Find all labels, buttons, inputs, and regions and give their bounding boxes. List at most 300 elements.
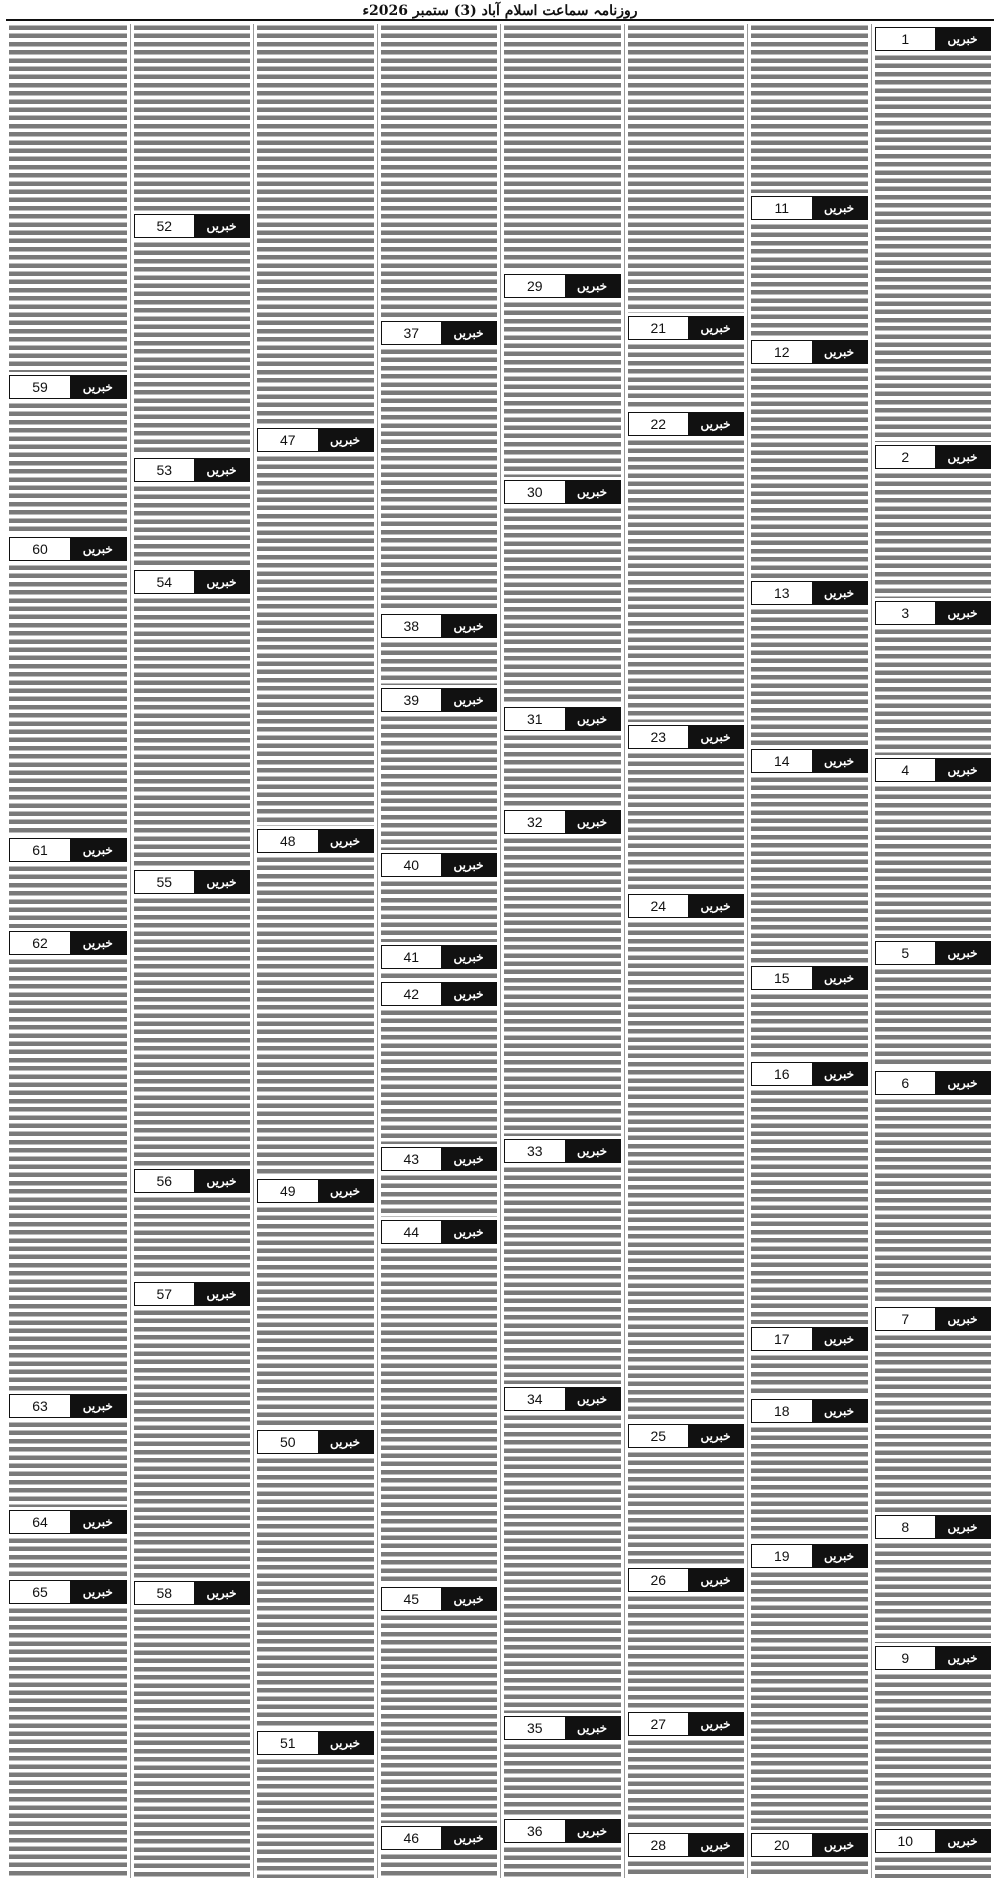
news-item-body (381, 715, 498, 850)
news-item-header (9, 931, 127, 955)
news-item-label: خبریں (935, 942, 990, 964)
news-item-number: 18 (752, 1400, 812, 1422)
news-item-body (751, 1571, 868, 1830)
news-item-header (628, 1424, 745, 1448)
news-item-label: خبریں (565, 275, 620, 297)
news-item (134, 24, 251, 211)
news-item-header (134, 214, 251, 238)
news-item-number: 41 (382, 946, 442, 968)
news-item-header (381, 321, 498, 345)
news-item (875, 1304, 992, 1513)
news-column (624, 24, 748, 1878)
news-item-header (628, 412, 745, 436)
news-item-number: 33 (505, 1140, 565, 1162)
news-item-body (381, 348, 498, 612)
news-item-number: 42 (382, 983, 442, 1005)
news-item-number: 20 (752, 1834, 812, 1856)
news-item-number: 16 (752, 1063, 812, 1085)
news-item (751, 746, 868, 963)
news-column (130, 24, 254, 1878)
news-item-header (751, 749, 868, 773)
news-item-label: خبریں (318, 830, 373, 852)
news-item-number: 38 (382, 615, 442, 637)
news-item-label: خبریں (194, 459, 249, 481)
news-item-body (9, 24, 127, 372)
news-item-label: خبریں (812, 1063, 867, 1085)
news-item-header (628, 1568, 745, 1592)
news-item-header (751, 966, 868, 990)
news-item-body (751, 1860, 868, 1878)
news-item-body (504, 1846, 621, 1878)
news-item-header (875, 758, 992, 782)
news-item (381, 24, 498, 318)
news-item-number: 12 (752, 341, 812, 363)
news-item-header (134, 1282, 251, 1306)
news-item-number: 53 (135, 459, 195, 481)
news-item-header (257, 428, 374, 452)
news-item-label: خبریں (688, 895, 743, 917)
masthead-rule (6, 19, 994, 21)
news-item-header (875, 1515, 992, 1539)
news-item-label: خبریں (194, 871, 249, 893)
news-item-header (257, 1430, 374, 1454)
news-item-body (9, 865, 127, 928)
news-item-label: خبریں (565, 481, 620, 503)
news-item (875, 1068, 992, 1303)
news-item-header (751, 1062, 868, 1086)
news-item-label: خبریں (688, 317, 743, 339)
news-item-label: خبریں (935, 759, 990, 781)
news-item-body (9, 958, 127, 1392)
news-item-label: خبریں (318, 1431, 373, 1453)
news-item-number: 57 (135, 1283, 195, 1305)
news-item (9, 1577, 127, 1878)
news-item-label: خبریں (935, 602, 990, 624)
news-item-label: خبریں (441, 1221, 496, 1243)
news-item-body (9, 1421, 127, 1507)
news-item-header (9, 838, 127, 862)
news-item (628, 24, 745, 313)
news-item-body (134, 485, 251, 567)
news-item-header (628, 725, 745, 749)
news-item (875, 755, 992, 938)
news-item-body (875, 1673, 992, 1826)
news-item-label: خبریں (688, 1834, 743, 1856)
news-item (9, 1507, 127, 1577)
news-item-body (628, 439, 745, 722)
news-item-label: خبریں (70, 1581, 125, 1603)
news-item (751, 337, 868, 578)
news-item (875, 24, 992, 442)
news-item (381, 318, 498, 612)
news-item-header (381, 1587, 498, 1611)
news-item-number: 37 (382, 322, 442, 344)
news-item (257, 425, 374, 826)
news-item-body (134, 1608, 251, 1878)
news-item-number: 24 (629, 895, 689, 917)
news-item-header (134, 570, 251, 594)
news-item-number: 5 (876, 942, 936, 964)
news-item-number: 62 (10, 932, 70, 954)
news-item-header (381, 614, 498, 638)
news-item-header (751, 196, 868, 220)
news-item-number: 64 (10, 1511, 70, 1533)
news-item-body (134, 897, 251, 1167)
news-item-number: 35 (505, 1717, 565, 1739)
news-item-body (257, 1758, 374, 1878)
news-item (257, 1728, 374, 1878)
news-item-label: خبریں (441, 689, 496, 711)
news-item-label: خبریں (812, 1545, 867, 1567)
masthead-title: روزنامہ سماعت اسلام آباد (3) ستمبر 2026ء (362, 3, 638, 19)
news-item-label: خبریں (812, 582, 867, 604)
news-item-body (504, 734, 621, 807)
news-item-header (628, 1712, 745, 1736)
news-item-body (9, 402, 127, 534)
news-item-body (381, 641, 498, 684)
news-item-header (751, 340, 868, 364)
news-item-header (628, 1833, 745, 1857)
news-item-body (381, 1174, 498, 1217)
news-item-number: 39 (382, 689, 442, 711)
news-item-label: خبریں (935, 446, 990, 468)
news-item (134, 867, 251, 1167)
news-item-header (751, 1544, 868, 1568)
news-item-number: 52 (135, 215, 195, 237)
news-item-header (628, 894, 745, 918)
news-item-label: خبریں (70, 538, 125, 560)
news-item (504, 1713, 621, 1816)
news-item (628, 313, 745, 409)
news-item-number: 59 (10, 376, 70, 398)
news-item-label: خبریں (318, 1732, 373, 1754)
news-item (504, 1816, 621, 1878)
news-item-body (134, 1309, 251, 1579)
news-item (381, 1584, 498, 1823)
news-item-number: 61 (10, 839, 70, 861)
news-item-header (257, 1731, 374, 1755)
news-item (751, 1830, 868, 1878)
news-item-label: خبریں (935, 1308, 990, 1330)
news-item-number: 13 (752, 582, 812, 604)
news-item-number: 50 (258, 1431, 318, 1453)
news-item-label: خبریں (688, 413, 743, 435)
news-item-header (875, 445, 992, 469)
news-item-body (381, 1614, 498, 1823)
news-item-header (381, 688, 498, 712)
news-item-number: 65 (10, 1581, 70, 1603)
news-item-body (257, 1206, 374, 1427)
news-item-body (257, 1457, 374, 1728)
news-item-label: خبریں (441, 946, 496, 968)
news-item (504, 1136, 621, 1383)
news-item-header (504, 480, 621, 504)
news-item (381, 942, 498, 979)
news-item (134, 567, 251, 867)
news-item-number: 14 (752, 750, 812, 772)
news-item-header (9, 1510, 127, 1534)
news-item (381, 850, 498, 942)
news-item (875, 938, 992, 1069)
news-item-number: 6 (876, 1072, 936, 1094)
news-item-body (751, 1426, 868, 1540)
news-column (377, 24, 501, 1878)
news-item-body (381, 1853, 498, 1878)
news-item-number: 34 (505, 1388, 565, 1410)
news-item-label: خبریں (441, 1588, 496, 1610)
news-item-label: خبریں (70, 1511, 125, 1533)
news-item-number: 36 (505, 1820, 565, 1842)
news-item-number: 58 (135, 1582, 195, 1604)
news-item (504, 477, 621, 704)
news-item-label: خبریں (194, 215, 249, 237)
news-item-number: 54 (135, 571, 195, 593)
news-item-number: 55 (135, 871, 195, 893)
news-item-label: خبریں (812, 1834, 867, 1856)
news-item (504, 807, 621, 1137)
news-item-body (381, 1009, 498, 1144)
news-item-body (751, 608, 868, 747)
news-item-number: 15 (752, 967, 812, 989)
news-item-body (9, 564, 127, 835)
news-item-label: خبریں (688, 1569, 743, 1591)
news-item-body (381, 880, 498, 942)
news-item (875, 1826, 992, 1878)
news-item-number: 40 (382, 854, 442, 876)
news-column (500, 24, 624, 1878)
news-item (751, 578, 868, 747)
news-item-label: خبریں (565, 811, 620, 833)
news-item (134, 211, 251, 454)
news-item-label: خبریں (688, 1713, 743, 1735)
news-item-number: 29 (505, 275, 565, 297)
news-item-body (257, 455, 374, 826)
news-item (257, 1176, 374, 1427)
news-item-body (628, 343, 745, 409)
news-item (381, 1144, 498, 1217)
news-item-header (875, 1829, 992, 1853)
news-item-body (257, 24, 374, 425)
news-item-body (504, 301, 621, 477)
news-item-number: 19 (752, 1545, 812, 1567)
news-item-body (628, 1739, 745, 1829)
news-item (628, 1565, 745, 1709)
news-item-number: 63 (10, 1395, 70, 1417)
news-item (381, 979, 498, 1144)
news-item-body (9, 1537, 127, 1577)
masthead (0, 0, 1000, 20)
news-item-label: خبریں (441, 615, 496, 637)
news-item (751, 193, 868, 337)
news-item-number: 25 (629, 1425, 689, 1447)
news-item (381, 1217, 498, 1584)
news-item (751, 1541, 868, 1830)
news-item-label: خبریں (688, 726, 743, 748)
news-item-label: خبریں (441, 322, 496, 344)
news-item (381, 685, 498, 850)
news-item-body (381, 972, 498, 979)
news-item-number: 45 (382, 1588, 442, 1610)
news-item (628, 409, 745, 722)
news-item-body (628, 1595, 745, 1709)
news-item (751, 24, 868, 193)
news-item-body (875, 1098, 992, 1303)
news-item-header (381, 1220, 498, 1244)
news-item-body (628, 1860, 745, 1878)
news-item-number: 9 (876, 1647, 936, 1669)
news-item-label: خبریں (441, 854, 496, 876)
news-item-body (875, 1334, 992, 1513)
news-item-number: 31 (505, 708, 565, 730)
news-column (871, 24, 995, 1878)
news-item (381, 1823, 498, 1878)
news-item-number: 1 (876, 28, 936, 50)
news-item-header (9, 1394, 127, 1418)
news-item-body (751, 367, 868, 578)
news-item-header (381, 1826, 498, 1850)
news-item (875, 1643, 992, 1826)
news-item-header (751, 581, 868, 605)
news-item-number: 28 (629, 1834, 689, 1856)
news-item-body (751, 1354, 868, 1396)
news-item-body (628, 1451, 745, 1565)
news-item (875, 1512, 992, 1643)
news-item-header (504, 1819, 621, 1843)
news-item-label: خبریں (935, 1072, 990, 1094)
news-item-body (257, 856, 374, 1177)
news-item (9, 1391, 127, 1507)
news-item-body (875, 472, 992, 599)
news-item-body (504, 1743, 621, 1816)
news-item-header (751, 1327, 868, 1351)
news-item-header (628, 316, 745, 340)
news-item-label: خبریں (194, 571, 249, 593)
news-item-number: 10 (876, 1830, 936, 1852)
news-item-body (134, 597, 251, 867)
news-item-header (751, 1399, 868, 1423)
news-item-body (504, 507, 621, 704)
news-item-body (875, 968, 992, 1069)
news-column (6, 24, 130, 1878)
news-item (504, 704, 621, 807)
news-item (751, 1396, 868, 1540)
news-item-label: خبریں (812, 967, 867, 989)
news-item (257, 826, 374, 1177)
news-item-header (134, 1581, 251, 1605)
news-item (134, 1279, 251, 1579)
news-item-header (257, 1179, 374, 1203)
news-item-label: خبریں (194, 1582, 249, 1604)
news-item (751, 1324, 868, 1396)
news-item-number: 8 (876, 1516, 936, 1538)
news-item-number: 46 (382, 1827, 442, 1849)
news-item-header (504, 1139, 621, 1163)
news-item-number: 23 (629, 726, 689, 748)
news-item (9, 534, 127, 835)
news-item-label: خبریں (441, 1148, 496, 1170)
news-item (875, 598, 992, 755)
news-item-label: خبریں (565, 1140, 620, 1162)
news-item-header (875, 1071, 992, 1095)
news-item-body (875, 1542, 992, 1643)
news-item-label: خبریں (935, 28, 990, 50)
news-item-number: 22 (629, 413, 689, 435)
news-item-label: خبریں (812, 197, 867, 219)
news-item-label: خبریں (318, 429, 373, 451)
news-item (9, 928, 127, 1392)
news-item-label: خبریں (935, 1516, 990, 1538)
news-item (504, 1384, 621, 1714)
news-item-body (751, 1089, 868, 1324)
news-item (9, 24, 127, 372)
news-item-body (134, 241, 251, 454)
news-item-number: 3 (876, 602, 936, 624)
news-item-body (504, 1414, 621, 1714)
news-item (9, 372, 127, 534)
news-item-header (751, 1833, 868, 1857)
news-item-header (504, 707, 621, 731)
news-item-label: خبریں (688, 1425, 743, 1447)
news-item-number: 51 (258, 1732, 318, 1754)
news-item-body (381, 1247, 498, 1584)
news-item-header (875, 1307, 992, 1331)
news-item-number: 30 (505, 481, 565, 503)
news-item (9, 835, 127, 928)
news-item-label: خبریں (812, 1400, 867, 1422)
news-item (628, 1421, 745, 1565)
news-item-body (751, 223, 868, 337)
news-item-number: 48 (258, 830, 318, 852)
news-item-label: خبریں (565, 1820, 620, 1842)
news-item (257, 24, 374, 425)
news-item-label: خبریں (441, 1827, 496, 1849)
news-item-label: خبریں (318, 1180, 373, 1202)
news-item-number: 60 (10, 538, 70, 560)
news-item-body (381, 24, 498, 318)
news-item-body (628, 752, 745, 891)
news-item-label: خبریں (70, 932, 125, 954)
news-item-header (134, 870, 251, 894)
news-item-body (751, 993, 868, 1059)
news-item (134, 1578, 251, 1878)
news-page (6, 24, 994, 1878)
news-item-label: خبریں (812, 341, 867, 363)
news-item-header (381, 982, 498, 1006)
news-item-body (134, 1196, 251, 1278)
news-item-header (381, 1147, 498, 1171)
news-item-label: خبریں (194, 1283, 249, 1305)
news-item (751, 1059, 868, 1324)
news-item-number: 44 (382, 1221, 442, 1243)
news-item-body (875, 785, 992, 938)
news-item-label: خبریں (812, 750, 867, 772)
news-item (628, 1709, 745, 1829)
news-item-number: 11 (752, 197, 812, 219)
news-item-header (504, 1387, 621, 1411)
news-column (747, 24, 871, 1878)
news-item-label: خبریں (935, 1830, 990, 1852)
news-item-number: 7 (876, 1308, 936, 1330)
news-item-header (504, 1716, 621, 1740)
news-item-header (9, 375, 127, 399)
news-item-label: خبریں (441, 983, 496, 1005)
news-item-label: خبریں (70, 839, 125, 861)
news-item-header (381, 945, 498, 969)
news-item-header (875, 27, 992, 51)
news-item-body (875, 1856, 992, 1878)
news-item-label: خبریں (935, 1647, 990, 1669)
news-item-body (628, 24, 745, 313)
